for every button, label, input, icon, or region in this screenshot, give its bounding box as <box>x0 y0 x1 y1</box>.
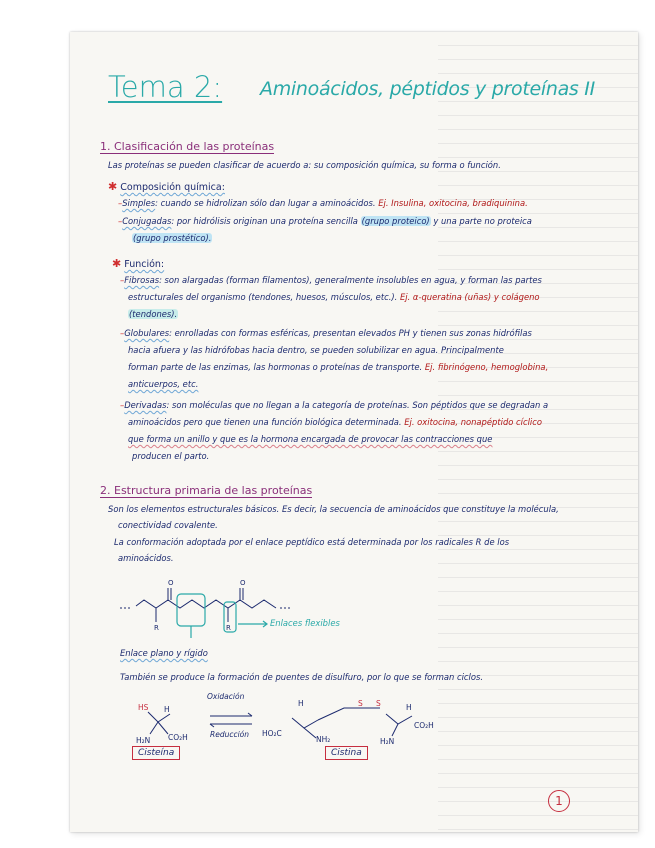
page-title <box>108 70 222 104</box>
svg-text:R: R <box>226 624 231 632</box>
section-2-line-2: conectividad covalente. <box>118 520 218 530</box>
simples-line: –Simples: cuando se hidrolizan sólo dan lugar a aminoácidos. Ej. Insulina, oxitocina, bradiquinina. <box>118 198 528 208</box>
svg-text:NH₂: NH₂ <box>316 735 331 744</box>
globulares-line-1: –Globulares: enrolladas con formas esféricas, presentan elevados PH y tienen sus zonas hidrófilas <box>120 328 532 338</box>
enlace-plano-label: Enlace plano y rígido <box>120 648 208 658</box>
enlaces-flexibles-label: Enlaces flexibles <box>270 618 340 628</box>
svg-text:S: S <box>358 699 363 708</box>
section-2-heading: 2. Estructura primaria de las proteínas <box>100 484 313 497</box>
svg-text:CO₂H: CO₂H <box>414 721 434 730</box>
disulfide-reaction-diagram <box>130 688 470 748</box>
svg-text:H: H <box>406 703 412 712</box>
section-1-intro: Las proteínas se pueden clasificar de acuerdo a: su composición química, su forma o función. <box>108 160 501 170</box>
star-bullet-icon: ✱ <box>108 180 118 193</box>
cistina-box: Cistina <box>325 746 368 760</box>
peptide-chain-diagram <box>114 558 414 638</box>
svg-text:HS: HS <box>138 703 149 712</box>
section-2-line-3: La conformación adoptada por el enlace peptídico está determinada por los radicales R de los <box>114 537 510 547</box>
svg-text:H: H <box>164 705 170 714</box>
fibrosas-line-2: estructurales del organismo (tendones, huesos, músculos, etc.). Ej. α-queratina (uñas) y colágeno <box>128 292 540 302</box>
page-number: 1 <box>548 790 570 812</box>
reduccion-label: Reducción <box>210 730 250 739</box>
page-subtitle: Aminoácidos, péptidos y proteínas II <box>260 78 595 100</box>
peptide-bond-box <box>177 594 205 626</box>
globulares-line-2: hacia afuera y las hidrófobas hacia dentro, se pueden solubilizar en agua. Principalmente <box>128 345 504 355</box>
derivadas-line-2: aminoácidos pero que tienen una función biológica determinada. Ej. oxitocina, nonapéptido cíclico <box>128 417 542 427</box>
derivadas-line-3: que forma un anillo y que es la hormona encargada de provocar las contracciones que <box>128 434 493 444</box>
section-2-line-1: Son los elementos estructurales básicos. Es decir, la secuencia de aminoácidos que constituye la molécula, <box>108 504 559 514</box>
oxidacion-label: Oxidación <box>207 692 245 701</box>
svg-text:HO₂C: HO₂C <box>262 729 282 738</box>
tema-label: Tema 2: <box>108 70 223 104</box>
conjugadas-line: –Conjugadas: por hidrólisis originan una proteína sencilla (grupo proteico) y una parte no proteica <box>118 216 532 226</box>
puentes-disulfuro-line: También se produce la formación de puentes de disulfuro, por lo que se forman ciclos. <box>120 672 484 682</box>
svg-text:H₂N: H₂N <box>136 736 151 745</box>
conjugadas-line-2: (grupo prostético). <box>133 233 212 243</box>
derivadas-line-4: producen el parto. <box>132 451 210 461</box>
svg-text:H: H <box>298 699 304 708</box>
derivadas-line-1: –Derivadas: son moléculas que no llegan a la categoría de proteínas. Son péptidos que se degradan a <box>120 400 549 410</box>
fibrosas-line-3: (tendones). <box>129 309 178 319</box>
section-2-line-4: aminoácidos. <box>118 553 174 563</box>
svg-text:CO₂H: CO₂H <box>168 733 188 742</box>
composicion-heading: ✱ Composición química: <box>108 180 225 193</box>
svg-text:S: S <box>376 699 381 708</box>
globulares-line-3: forman parte de las enzimas, las hormonas o proteínas de transporte. Ej. fibrinógeno, hemoglobina, <box>128 362 549 372</box>
svg-text:O: O <box>240 579 246 587</box>
cisteina-box: Cisteína <box>132 746 180 760</box>
svg-text:R: R <box>154 624 159 632</box>
section-1-heading: 1. Clasificación de las proteínas <box>100 140 275 153</box>
globulares-line-4: anticuerpos, etc. <box>128 379 199 389</box>
notebook-page <box>70 32 638 832</box>
svg-text:H₂N: H₂N <box>380 737 395 746</box>
funcion-heading: ✱ Función: <box>112 257 165 270</box>
svg-text:O: O <box>168 579 174 587</box>
fibrosas-line-1: –Fibrosas: son alargadas (forman filamentos), generalmente insolubles en agua, y forman las partes <box>120 275 542 285</box>
star-bullet-icon: ✱ <box>112 257 122 270</box>
